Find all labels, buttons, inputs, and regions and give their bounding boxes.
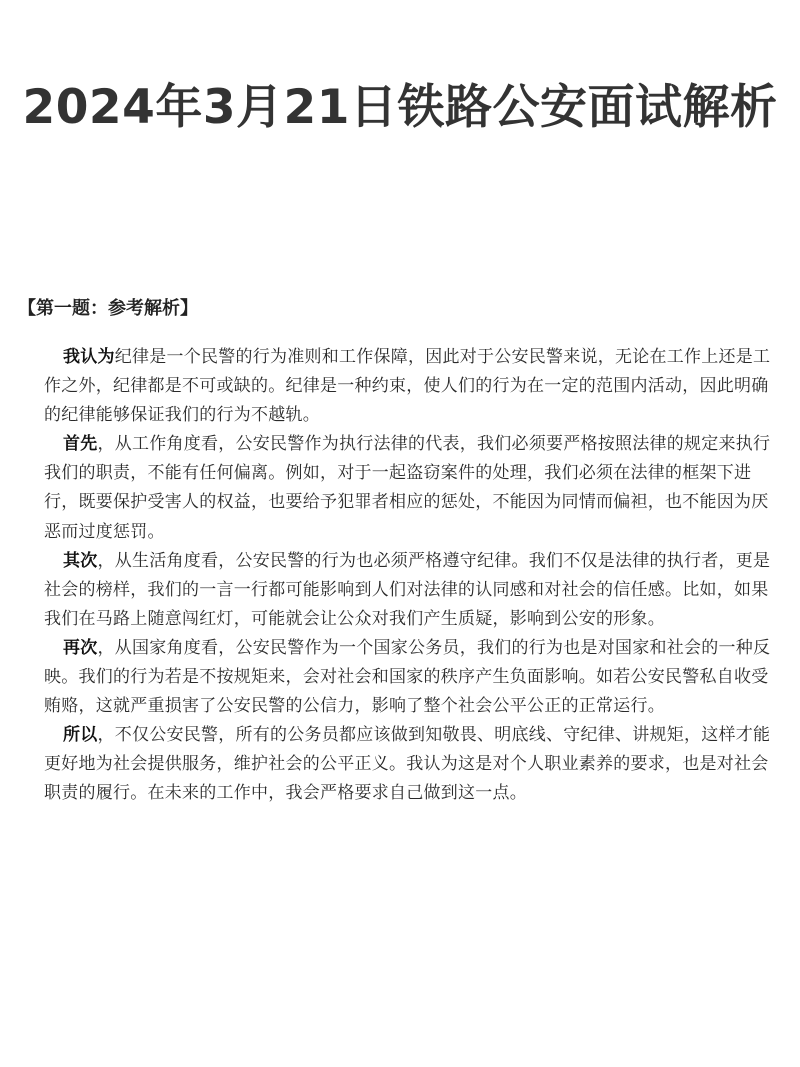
paragraph-lead: 首先	[63, 434, 98, 455]
paragraph-lead: 我认为	[63, 347, 115, 367]
line-text: 我们的职责，不能有任何偏离。例如，对于一起盗窃案件的处理，我们必须在法律的框架下进	[44, 463, 752, 484]
answer-body	[44, 343, 771, 809]
line-text: 更好地为社会提供服务，维护社会的公平正义。我认为这是对个人职业素养的要求，也是对社会	[44, 754, 769, 775]
line-text: 我们在马路上随意闯红灯，可能就会让公众对我们产生质疑，影响到公安的形象。	[44, 608, 665, 629]
text-line	[44, 343, 771, 372]
text-line	[44, 372, 769, 401]
text-line	[44, 779, 756, 808]
paragraph-lead: 其次	[63, 550, 98, 571]
text-line	[44, 547, 771, 576]
line-text: 作之外，纪律都是不可或缺的。纪律是一种约束，使人们的行为在一定的范围内活动，因此明确	[44, 376, 769, 397]
paragraph	[44, 343, 771, 430]
line-text: 职责的履行。在未来的工作中，我会严格要求自己做到这一点。	[44, 783, 527, 804]
paragraph-lead: 再次	[63, 637, 98, 658]
text-line	[44, 459, 756, 488]
line-text: 恶而过度惩罚。	[44, 521, 165, 542]
text-line	[44, 576, 769, 605]
line-text: 行，既要保护受害人的权益，也要给予犯罪者相应的惩处，不能因为同情而偏袒，也不能因为厌	[44, 492, 769, 513]
line-text: ，从国家角度看，公安民警作为一个国家公务员，我们的行为也是对国家和社会的一种反	[97, 637, 771, 658]
paragraph-lead: 所以	[63, 725, 98, 746]
page-title: 2024年3月21日铁路公安面试解析	[22, 80, 778, 135]
text-line	[44, 430, 771, 459]
line-text: ，从生活角度看，公安民警的行为也必须严格遵守纪律。我们不仅是法律的执行者，更是	[97, 550, 771, 571]
paragraph	[44, 721, 771, 808]
line-text: 纪律是一个民警的行为准则和工作保障，因此对于公安民警来说，无论在工作上还是工	[114, 347, 771, 367]
text-line	[44, 750, 769, 779]
line-text: 贿赂，这就严重损害了公安民警的公信力，影响了整个社会公平公正的正常运行。	[44, 696, 665, 717]
line-text: 映。我们的行为若是不按规矩来，会对社会和国家的秩序产生负面影响。如若公安民警私自收受	[44, 667, 769, 688]
line-text: 社会的榜样，我们的一言一行都可能影响到人们对法律的认同感和对社会的信任感。比如，如果	[44, 579, 769, 600]
text-line	[44, 692, 756, 721]
paragraph	[44, 634, 771, 721]
text-line	[44, 721, 771, 750]
section-header: 【第一题：参考解析】	[18, 298, 198, 319]
text-line	[44, 634, 771, 663]
line-text: ，不仅公安民警，所有的公务员都应该做到知敬畏、明底线、守纪律、讲规矩，这样才能	[97, 725, 771, 746]
text-line	[44, 605, 756, 634]
line-text: ，从工作角度看，公安民警作为执行法律的代表，我们必须要严格按照法律的规定来执行	[97, 434, 771, 455]
line-text: 的纪律能够保证我们的行为不越轨。	[44, 405, 320, 426]
text-line	[44, 401, 756, 430]
text-line	[44, 663, 769, 692]
text-line	[44, 488, 769, 517]
paragraph	[44, 547, 771, 634]
paragraph	[44, 430, 771, 546]
text-line	[44, 518, 756, 547]
